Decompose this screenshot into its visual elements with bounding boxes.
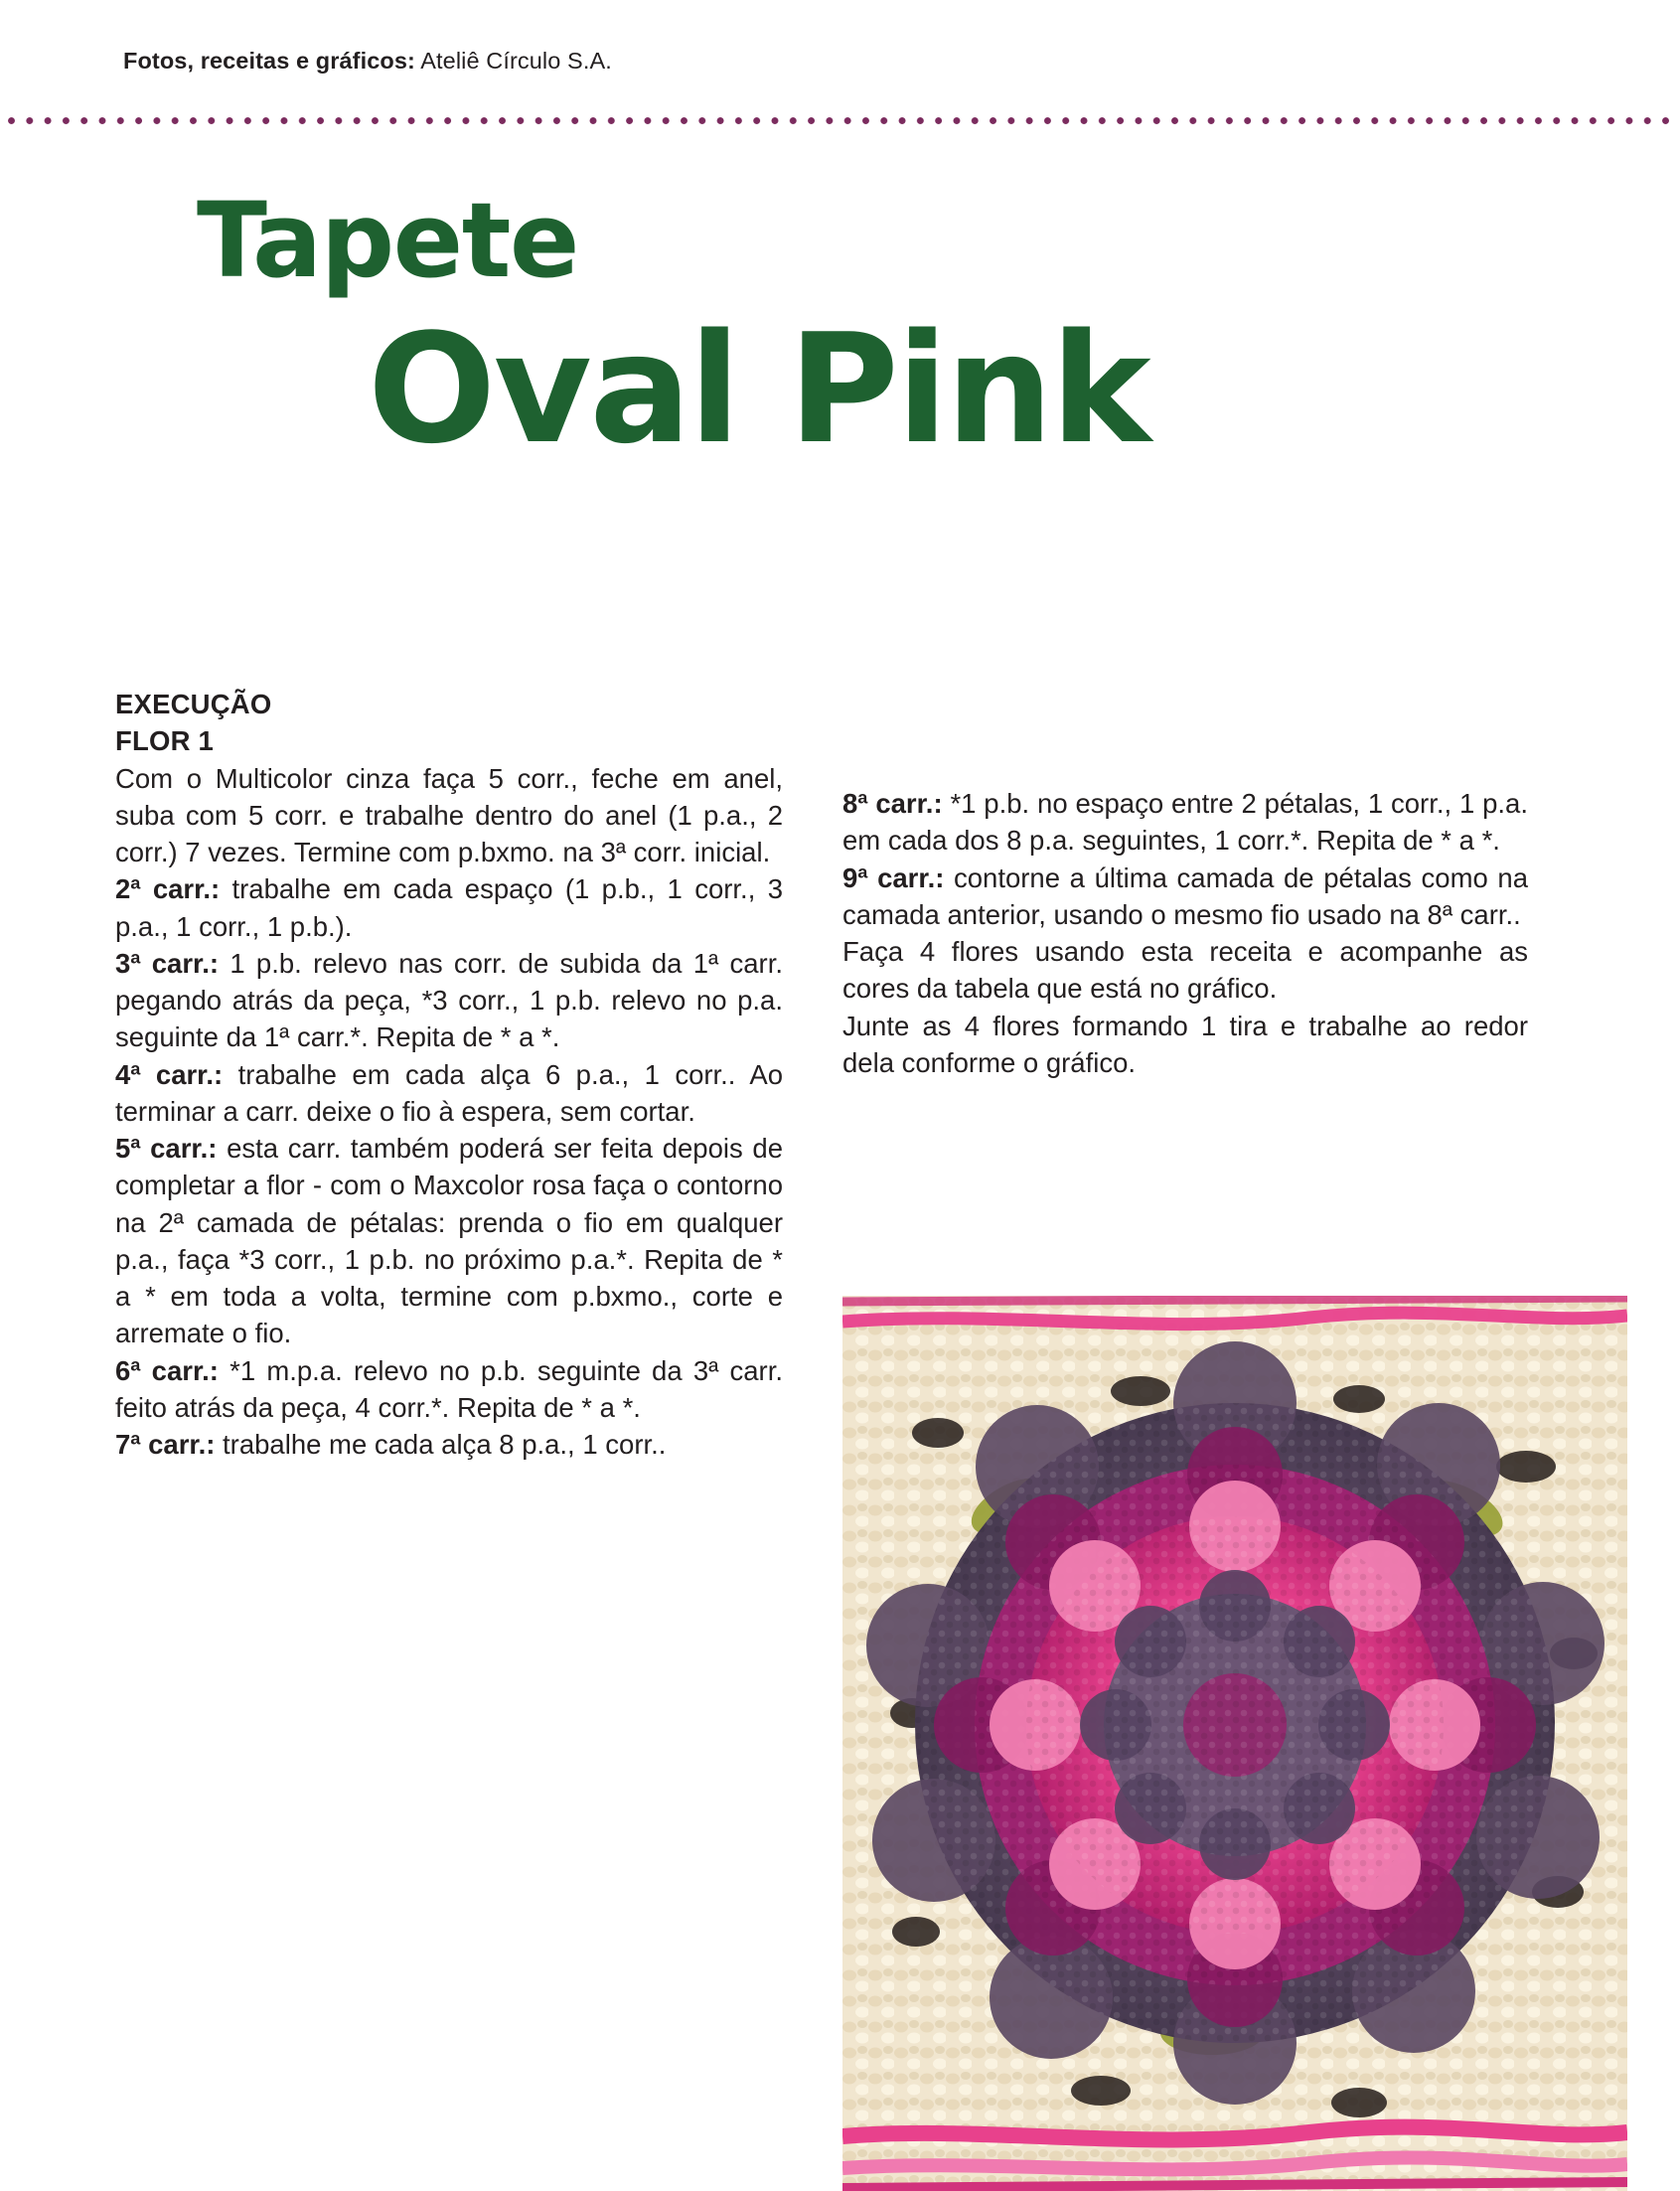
text-row-4: trabalhe em cada alça 6 p.a., 1 corr.. Ao terminar a carr. deixe o fio à espera, sem cortar. [115, 1058, 783, 1127]
right-text-column [842, 785, 1528, 1081]
paragraph-row-6 [115, 1352, 783, 1427]
credit-value: Ateliê Círculo S.A. [414, 48, 612, 74]
title-line-2: Oval Pink [368, 301, 1149, 477]
credit-label: Fotos, receitas e gráficos: [123, 48, 415, 74]
text-row-6: *1 m.p.a. relevo no p.b. seguinte da 3ª carr. feito atrás da peça, 4 corr.*. Repita de * a *. [115, 1354, 783, 1423]
label-row-6: 6ª carr.: [115, 1354, 219, 1386]
paragraph-row-5 [115, 1130, 783, 1352]
title-line-1: Tapete [197, 180, 578, 301]
dotted-divider [8, 117, 1672, 124]
label-row-9: 9ª carr.: [842, 861, 945, 893]
label-row-5: 5ª carr.: [115, 1133, 218, 1164]
left-text-column [115, 686, 783, 1463]
paragraph-join-flowers: Junte as 4 flores formando 1 tira e trabalhe ao redor dela conforme o gráfico. [842, 1010, 1528, 1078]
label-row-2: 2ª carr.: [115, 873, 221, 905]
section-heading-flor: FLOR 1 [115, 725, 214, 757]
label-row-4: 4ª carr.: [115, 1058, 224, 1090]
page-title [0, 180, 1272, 477]
paragraph-row-9 [842, 860, 1528, 934]
text-row-2: trabalhe em cada espaço (1 p.b., 1 corr., 3 p.a., 1 corr., 1 p.b.). [115, 873, 784, 942]
paragraph-row-2 [115, 870, 783, 945]
label-row-3: 3ª carr.: [115, 947, 220, 979]
paragraph-row-4 [115, 1056, 783, 1131]
text-row-7: trabalhe me cada alça 8 p.a., 1 corr.. [215, 1429, 667, 1460]
section-heading-execucao: EXECUÇÃO [115, 689, 272, 719]
text-row-5: esta carr. também poderá ser feita depois de completar a flor - com o Maxcolor rosa faça o contorno na 2ª camada de pétalas: prenda o fio em qualquer p.a., faça *3 corr., 1 p.b. no próximo p.a.*. Repita de * a * em toda a volta, termine com p.bxmo., corte e arremate o fio. [115, 1133, 784, 1349]
text-row-9: contorne a última camada de pétalas como na camada anterior, usando o mesmo fio usado na 8ª carr.. [842, 861, 1528, 930]
text-row-3: 1 p.b. relevo nas corr. de subida da 1ª carr. pegando atrás da peça, *3 corr., 1 p.b. relevo no p.a. seguinte da 1ª carr.*. Repita de * a *. [115, 947, 783, 1053]
paragraph-row-8 [842, 785, 1528, 860]
paragraph-row-7 [115, 1426, 783, 1463]
label-row-8: 8ª carr.: [842, 788, 943, 819]
paragraph-flor-intro: Com o Multicolor cinza faça 5 corr., feche em anel, suba com 5 corr. e trabalhe dentro do anel (1 p.a., 2 corr.) 7 vezes. Termine com p.bxmo. na 3ª corr. inicial. [115, 762, 783, 867]
credit-line [123, 48, 612, 75]
crochet-rug-illustration [842, 1296, 1627, 2191]
text-row-8: *1 p.b. no espaço entre 2 pétalas, 1 corr., 1 p.a. em cada dos 8 p.a. seguintes, 1 corr.*. Repita de * a *. [842, 788, 1528, 857]
project-photo [842, 1296, 1627, 2191]
paragraph-row-3 [115, 945, 783, 1056]
label-row-7: 7ª carr.: [115, 1429, 216, 1460]
paragraph-four-flowers: Faça 4 flores usando esta receita e acompanhe as cores da tabela que está no gráfico. [842, 936, 1528, 1005]
